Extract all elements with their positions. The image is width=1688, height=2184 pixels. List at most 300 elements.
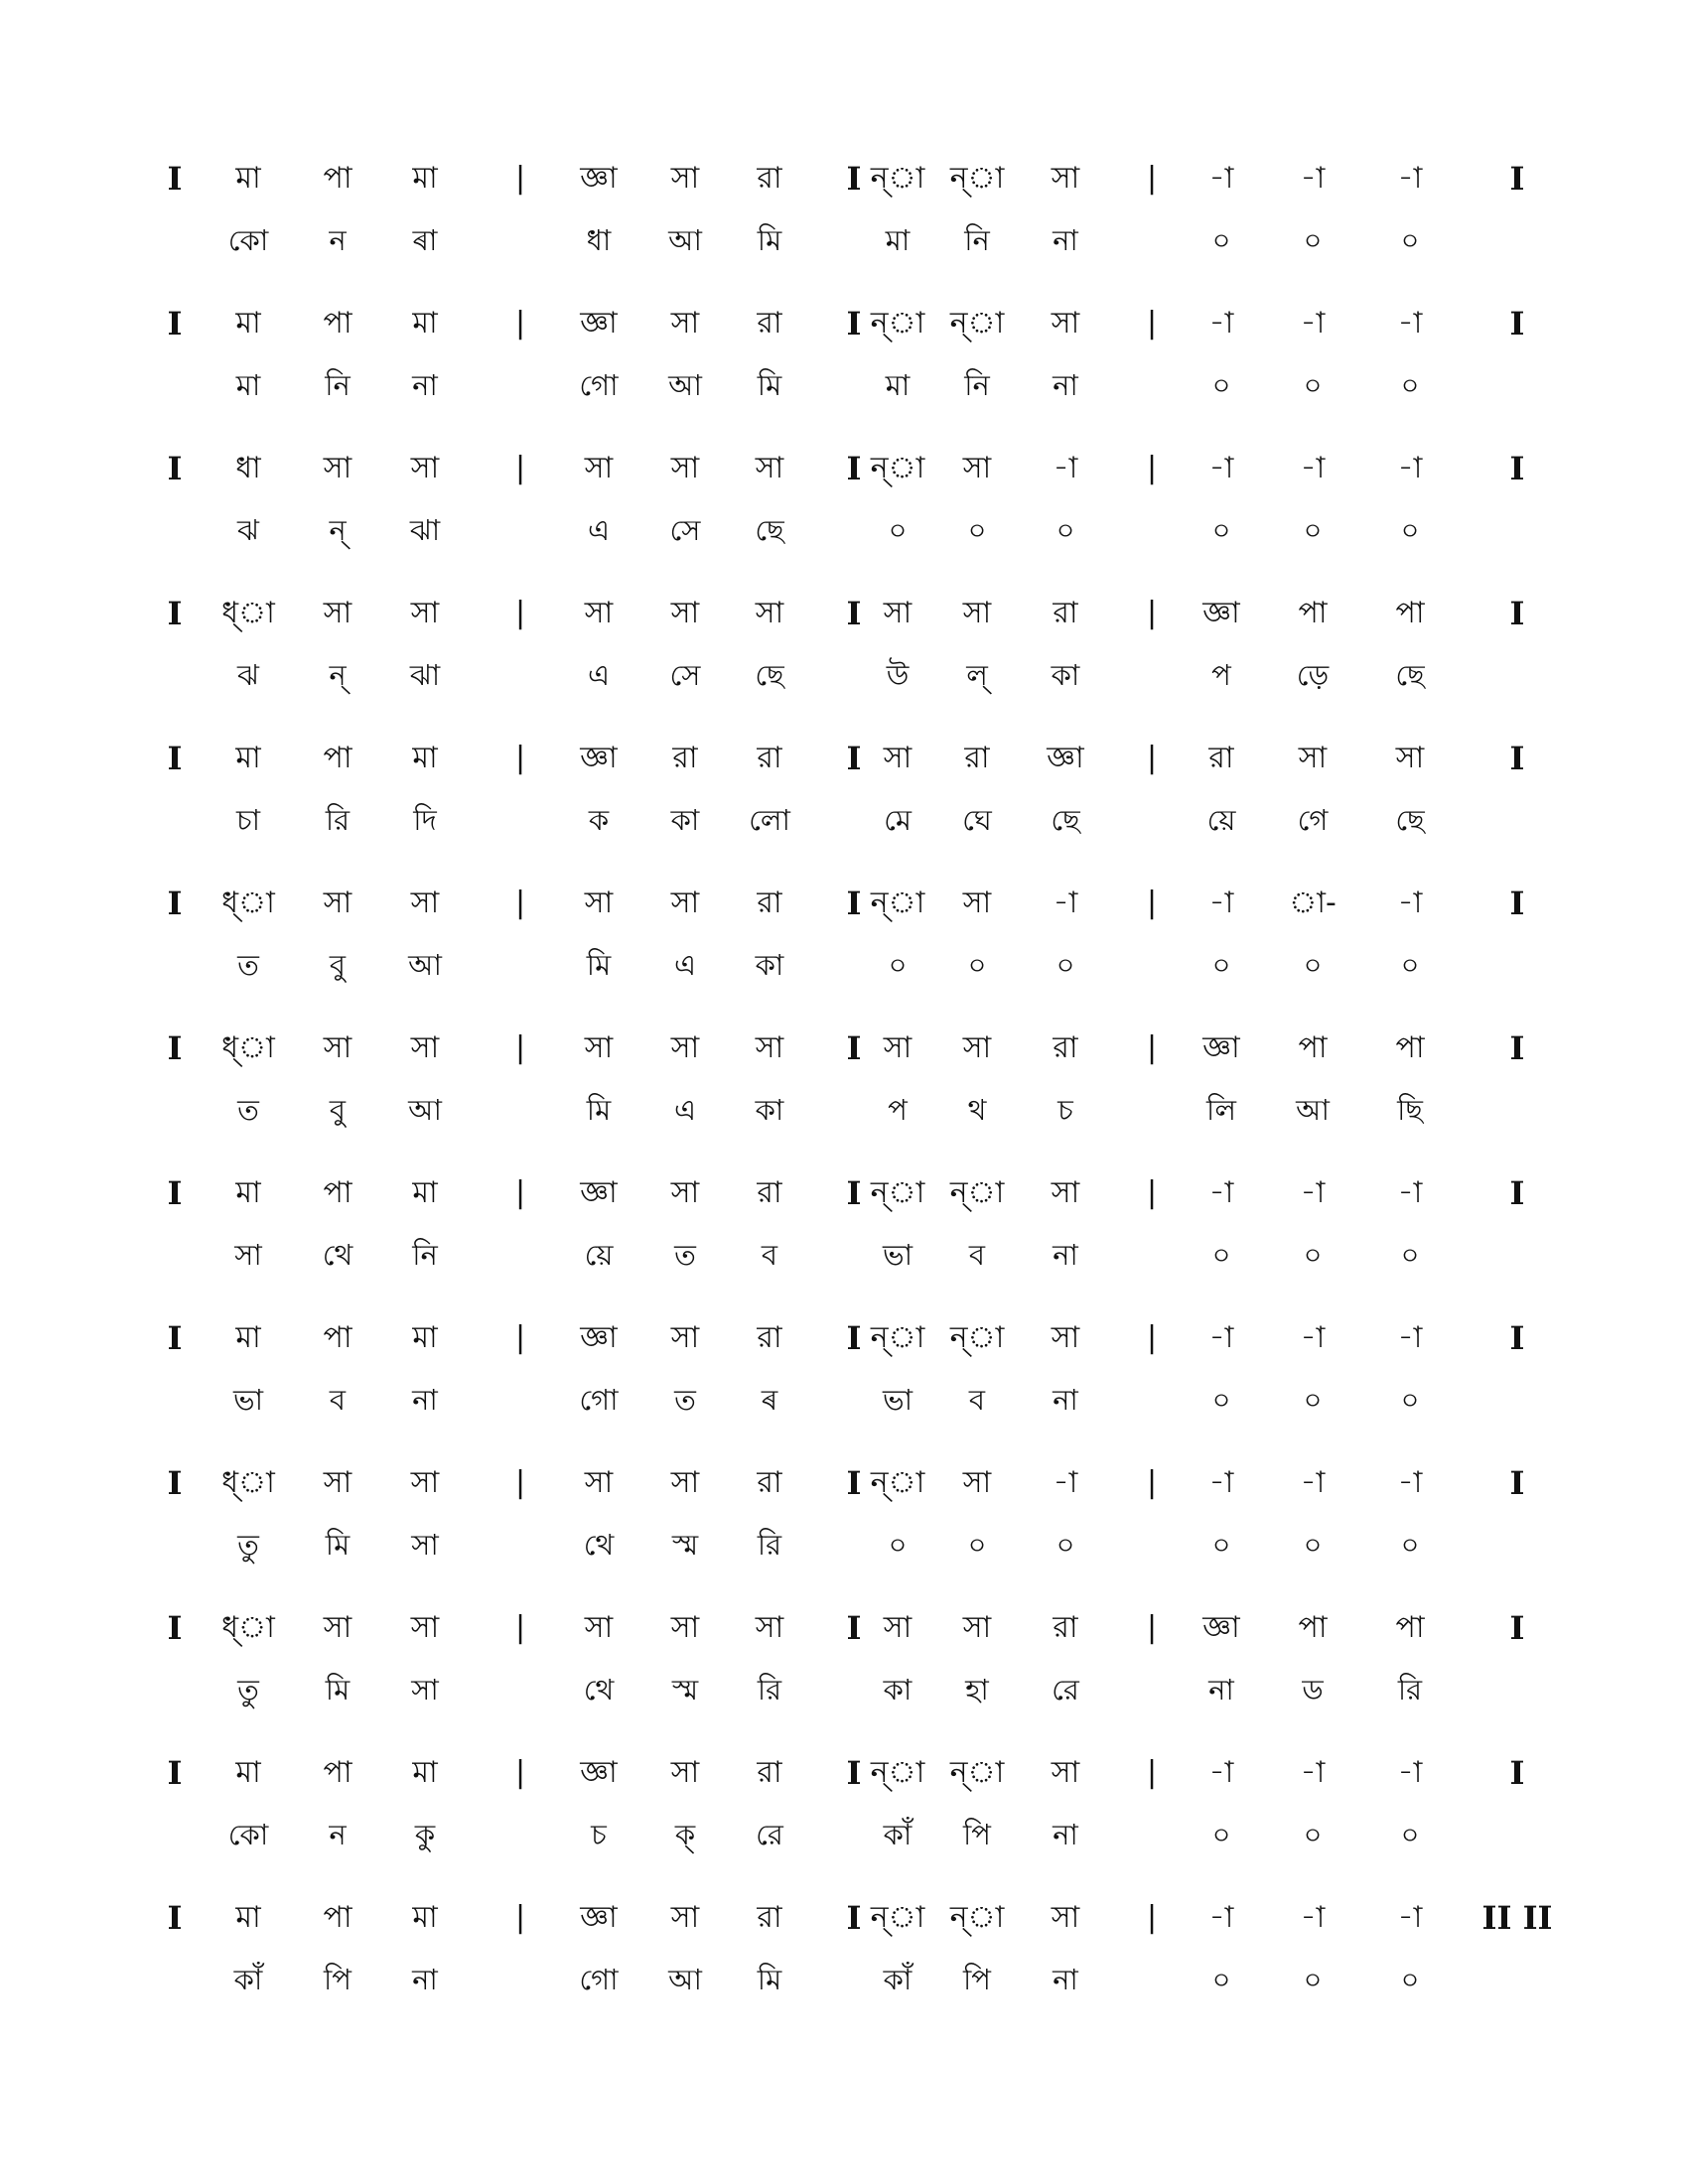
swara-note: সা	[1051, 1175, 1080, 1210]
lyric-syllable: ০	[1400, 513, 1420, 547]
lyric-syllable: কাঁ	[883, 1818, 913, 1851]
swara-note: -া	[1300, 1320, 1326, 1355]
lyric-syllable: ০	[1400, 1383, 1420, 1417]
lyric-syllable: রি	[757, 1528, 782, 1562]
lyric-syllable: ০	[1055, 1528, 1075, 1562]
lyric-syllable: লো	[749, 803, 790, 837]
swara-note: ন্‌া	[949, 1175, 1005, 1210]
lyric-syllable: ছে	[1395, 658, 1425, 692]
swara-note: -া	[1397, 1755, 1423, 1790]
swara-note: জ্ঞা	[580, 741, 618, 775]
beat-divider: |	[514, 306, 526, 341]
lyric-syllable: ০	[1211, 948, 1231, 982]
notation-block	[0, 294, 1688, 423]
swara-note: পা	[323, 161, 352, 196]
swara-note: সা	[584, 1465, 614, 1500]
lyric-row	[0, 1370, 1688, 1430]
swara-note: সা	[1051, 306, 1080, 341]
swara-note: সা	[323, 1030, 352, 1065]
bar-line: I	[846, 160, 862, 198]
swara-note: ন্‌া	[949, 1320, 1005, 1355]
swara-note: সা	[410, 886, 440, 920]
lyric-syllable: ক্	[674, 1818, 696, 1851]
swara-row	[0, 294, 1688, 353]
swara-note: সা	[323, 1465, 352, 1500]
bar-line: I	[167, 1464, 183, 1502]
swara-note: -া	[1397, 451, 1423, 485]
lyric-syllable: আ	[408, 1093, 442, 1127]
lyric-syllable: ০	[967, 1528, 987, 1562]
lyric-syllable: রি	[325, 803, 351, 837]
lyric-syllable: ত	[237, 948, 259, 982]
bar-line: I	[167, 1029, 183, 1067]
swara-note: -া	[1300, 1755, 1326, 1790]
lyric-syllable: ০	[1400, 948, 1420, 982]
lyric-syllable: মি	[757, 368, 782, 402]
lyric-syllable: ০	[1211, 1238, 1231, 1272]
beat-divider: |	[514, 886, 526, 920]
lyric-syllable: ০	[888, 1528, 908, 1562]
lyric-syllable: ড	[1302, 1673, 1324, 1706]
lyric-syllable: স্ম	[671, 1673, 699, 1706]
lyric-syllable: মি	[586, 948, 612, 982]
swara-note: -া	[1208, 1755, 1234, 1790]
lyric-syllable: ধা	[586, 223, 612, 257]
lyric-syllable: মি	[325, 1528, 351, 1562]
swara-note: রা	[757, 886, 782, 920]
lyric-row	[0, 790, 1688, 850]
beat-divider: |	[1146, 1465, 1158, 1500]
lyric-syllable: ল্	[966, 658, 988, 692]
swara-note: সা	[670, 1320, 700, 1355]
beat-divider: |	[514, 161, 526, 196]
lyric-syllable: ০	[1400, 1528, 1420, 1562]
swara-note: পা	[1298, 1610, 1328, 1645]
lyric-syllable: এ	[673, 948, 697, 982]
swara-note: সা	[962, 451, 992, 485]
swara-note: জ্ঞা	[1202, 1610, 1240, 1645]
swara-note: পা	[1298, 1030, 1328, 1065]
swara-note: সা	[670, 1900, 700, 1935]
lyric-syllable: আ	[1296, 1093, 1330, 1127]
swara-note: -া	[1053, 1465, 1078, 1500]
lyric-row	[0, 355, 1688, 415]
bar-line: I	[846, 1174, 862, 1212]
swara-note: -া	[1397, 886, 1423, 920]
lyric-syllable: তু	[237, 1673, 259, 1706]
lyric-syllable: য়ে	[1206, 803, 1236, 837]
swara-note: সা	[883, 741, 913, 775]
lyric-syllable: চা	[235, 803, 261, 837]
lyric-syllable: ০	[1303, 1238, 1323, 1272]
beat-divider: |	[1146, 1030, 1158, 1065]
bar-line: I	[1509, 595, 1525, 632]
swara-note: জ্ঞা	[580, 1755, 618, 1790]
swara-row	[0, 149, 1688, 208]
lyric-syllable: কু	[414, 1818, 436, 1851]
swara-row	[0, 1163, 1688, 1223]
swara-note: সা	[755, 1030, 784, 1065]
notation-block	[0, 1598, 1688, 1727]
swara-note: সা	[962, 1610, 992, 1645]
swara-row	[0, 1743, 1688, 1803]
lyric-syllable: ০	[1303, 1528, 1323, 1562]
lyric-syllable: বু	[329, 1093, 347, 1127]
lyric-syllable: ভা	[882, 1383, 914, 1417]
swara-note: পা	[1395, 596, 1425, 630]
swara-note: -া	[1300, 451, 1326, 485]
swara-note: জ্ঞা	[1047, 741, 1084, 775]
bar-line: I	[846, 885, 862, 922]
lyric-row	[0, 1660, 1688, 1719]
beat-divider: |	[1146, 1755, 1158, 1790]
bar-line: I	[846, 740, 862, 777]
swara-note: -া	[1208, 1465, 1234, 1500]
swara-note: -া	[1053, 451, 1078, 485]
swara-note: -া	[1397, 1320, 1423, 1355]
lyric-syllable: ভা	[232, 1383, 264, 1417]
beat-divider: |	[514, 1465, 526, 1500]
swara-row	[0, 1888, 1688, 1948]
lyric-syllable: না	[1053, 368, 1078, 402]
swara-note: -া	[1300, 1175, 1326, 1210]
swara-note: সা	[584, 1030, 614, 1065]
lyric-syllable: না	[412, 1963, 438, 1996]
lyric-syllable: ০	[967, 948, 987, 982]
lyric-syllable: কা	[670, 803, 700, 837]
swara-note: জ্ঞা	[1202, 1030, 1240, 1065]
lyric-syllable: ৰ	[761, 1383, 778, 1417]
lyric-syllable: রি	[1397, 1673, 1423, 1706]
bar-line: I	[846, 1609, 862, 1647]
swara-note: -া	[1208, 306, 1234, 341]
lyric-syllable: ন্	[329, 658, 347, 692]
lyric-syllable: ০	[1211, 1963, 1231, 1996]
lyric-row	[0, 210, 1688, 270]
lyric-syllable: না	[412, 368, 438, 402]
lyric-syllable: কা	[883, 1673, 913, 1706]
swara-note: ধ্‌া	[221, 886, 275, 920]
swara-note: সা	[410, 596, 440, 630]
lyric-syllable: ঘে	[962, 803, 992, 837]
bar-line: I	[1509, 1754, 1525, 1792]
lyric-syllable: পি	[963, 1963, 991, 1996]
bar-line: I	[167, 1899, 183, 1937]
bar-line: I	[167, 1319, 183, 1357]
lyric-syllable: ০	[1211, 1383, 1231, 1417]
swara-note: সা	[883, 1610, 913, 1645]
lyric-syllable: চ	[591, 1818, 607, 1851]
bar-line: I	[1509, 1029, 1525, 1067]
swara-note: সা	[670, 1610, 700, 1645]
lyric-syllable: ০	[1400, 1963, 1420, 1996]
lyric-syllable: ০	[1055, 513, 1075, 547]
bar-line: I	[167, 450, 183, 487]
lyric-syllable: কা	[755, 1093, 784, 1127]
swara-note: রা	[757, 741, 782, 775]
lyric-syllable: আ	[668, 1963, 702, 1996]
lyric-syllable: ছে	[755, 658, 784, 692]
bar-line: I	[167, 1754, 183, 1792]
lyric-syllable: ছি	[1397, 1093, 1423, 1127]
lyric-syllable: সা	[411, 1673, 439, 1706]
swara-note: ধা	[235, 451, 261, 485]
lyric-syllable: ছে	[755, 513, 784, 547]
notation-block	[0, 1308, 1688, 1437]
swara-note: জ্ঞা	[1202, 596, 1240, 630]
swara-note: ন্‌া	[870, 1320, 925, 1355]
bar-line: I	[167, 1609, 183, 1647]
swara-note: সা	[883, 1030, 913, 1065]
lyric-syllable: ত	[674, 1383, 696, 1417]
lyric-syllable: ব	[761, 1238, 778, 1272]
bar-line: I	[167, 1174, 183, 1212]
swara-note: সা	[755, 596, 784, 630]
swara-row	[0, 1308, 1688, 1368]
lyric-syllable: সে	[669, 513, 701, 547]
bar-line: I	[846, 1029, 862, 1067]
swara-note: -া	[1208, 451, 1234, 485]
swara-note: রা	[1053, 1610, 1078, 1645]
swara-note: মা	[412, 161, 438, 196]
swara-note: রা	[964, 741, 990, 775]
swara-note: রা	[1208, 741, 1234, 775]
lyric-syllable: ঝ	[237, 658, 259, 692]
swara-note: রা	[757, 1755, 782, 1790]
notation-block	[0, 1019, 1688, 1148]
swara-note: সা	[410, 1465, 440, 1500]
swara-note: ন্‌া	[949, 1755, 1005, 1790]
swara-note: -া	[1397, 306, 1423, 341]
swara-note: মা	[412, 1320, 438, 1355]
lyric-syllable: ০	[1400, 1238, 1420, 1272]
lyric-syllable: ব	[329, 1383, 347, 1417]
lyric-syllable: ০	[888, 948, 908, 982]
bar-line: I	[846, 305, 862, 342]
lyric-syllable: স্ম	[671, 1528, 699, 1562]
swara-note: রা	[757, 1465, 782, 1500]
swara-note: ন্‌া	[870, 306, 925, 341]
lyric-syllable: পি	[324, 1963, 352, 1996]
beat-divider: |	[514, 1175, 526, 1210]
swara-note: মা	[412, 741, 438, 775]
lyric-syllable: ০	[1211, 1528, 1231, 1562]
lyric-syllable: মে	[884, 803, 912, 837]
swara-note: সা	[1298, 741, 1328, 775]
beat-divider: |	[514, 1900, 526, 1935]
swara-note: পা	[323, 1755, 352, 1790]
swara-note: ন্‌া	[870, 161, 925, 196]
lyric-syllable: থ	[967, 1093, 987, 1127]
swara-note: ধ্‌া	[221, 1465, 275, 1500]
swara-note: পা	[323, 306, 352, 341]
swara-note: সা	[883, 596, 913, 630]
bar-line: I	[846, 1899, 862, 1937]
lyric-syllable: ব	[968, 1383, 986, 1417]
lyric-syllable: না	[1053, 1383, 1078, 1417]
lyric-syllable: ব	[968, 1238, 986, 1272]
lyric-syllable: থে	[583, 1528, 615, 1562]
beat-divider: |	[514, 451, 526, 485]
bar-line: I	[846, 1319, 862, 1357]
lyric-syllable: এ	[587, 658, 611, 692]
lyric-syllable: ০	[1303, 1383, 1323, 1417]
lyric-syllable: ত	[674, 1238, 696, 1272]
bar-line: I	[1509, 740, 1525, 777]
lyric-syllable: ন	[329, 223, 347, 257]
swara-note: মা	[412, 1175, 438, 1210]
notation-block	[0, 1453, 1688, 1582]
lyric-syllable: আ	[408, 948, 442, 982]
lyric-row	[0, 1080, 1688, 1140]
swara-note: সা	[962, 886, 992, 920]
lyric-syllable: ০	[1211, 513, 1231, 547]
beat-divider: |	[514, 596, 526, 630]
swara-note: রা	[672, 741, 698, 775]
swara-note: -া	[1208, 886, 1234, 920]
swara-note: সা	[755, 1610, 784, 1645]
lyric-syllable: না	[1053, 1963, 1078, 1996]
swara-note: সা	[962, 1030, 992, 1065]
swara-note: ন্‌া	[949, 1900, 1005, 1935]
beat-divider: |	[1146, 1320, 1158, 1355]
lyric-syllable: রে	[756, 1818, 783, 1851]
swara-row	[0, 439, 1688, 498]
lyric-syllable: ০	[1303, 223, 1323, 257]
lyric-row	[0, 1225, 1688, 1285]
bar-line: I	[167, 885, 183, 922]
bar-line: I	[1509, 1609, 1525, 1647]
bar-line: I	[1509, 450, 1525, 487]
swara-note: পা	[1298, 596, 1328, 630]
lyric-syllable: মি	[325, 1673, 351, 1706]
lyric-syllable: মা	[885, 368, 911, 402]
lyric-syllable: গো	[579, 1383, 619, 1417]
swara-note: সা	[670, 1030, 700, 1065]
lyric-syllable: ০	[1211, 1818, 1231, 1851]
notation-block	[0, 584, 1688, 713]
lyric-syllable: ০	[1211, 223, 1231, 257]
swara-note: সা	[323, 886, 352, 920]
lyric-syllable: নি	[964, 368, 990, 402]
swara-note: মা	[235, 1755, 261, 1790]
beat-divider: |	[514, 741, 526, 775]
lyric-syllable: সা	[234, 1238, 262, 1272]
lyric-syllable: ০	[1400, 223, 1420, 257]
swara-note: সা	[584, 596, 614, 630]
beat-divider: |	[1146, 1175, 1158, 1210]
beat-divider: |	[514, 1320, 526, 1355]
swara-note: ধ্‌া	[221, 1610, 275, 1645]
swara-row	[0, 1598, 1688, 1658]
lyric-syllable: ০	[967, 513, 987, 547]
swara-note: সা	[670, 1465, 700, 1500]
swara-note: সা	[323, 596, 352, 630]
lyric-syllable: কাঁ	[233, 1963, 263, 1996]
swara-note: সা	[1051, 1320, 1080, 1355]
beat-divider: |	[514, 1755, 526, 1790]
lyric-syllable: ন্	[329, 513, 347, 547]
swara-note: মা	[235, 161, 261, 196]
swara-note: সা	[1051, 1900, 1080, 1935]
lyric-syllable: ছে	[1395, 803, 1425, 837]
swara-note: মা	[412, 1755, 438, 1790]
lyric-syllable: ০	[1303, 1818, 1323, 1851]
swara-note: সা	[410, 1030, 440, 1065]
beat-divider: |	[1146, 1610, 1158, 1645]
lyric-syllable: পি	[963, 1818, 991, 1851]
swara-note: রা	[757, 306, 782, 341]
lyric-syllable: হা	[965, 1673, 989, 1706]
beat-divider: |	[514, 1610, 526, 1645]
notation-block	[0, 729, 1688, 858]
lyric-syllable: ক	[588, 803, 610, 837]
notation-block	[0, 1163, 1688, 1293]
lyric-syllable: ০	[1303, 513, 1323, 547]
swara-note: জ্ঞা	[580, 1900, 618, 1935]
swara-note: পা	[323, 1320, 352, 1355]
lyric-row	[0, 1805, 1688, 1864]
lyric-syllable: চ	[1057, 1093, 1073, 1127]
swara-row	[0, 1019, 1688, 1078]
beat-divider: |	[1146, 306, 1158, 341]
lyric-syllable: সা	[411, 1528, 439, 1562]
swara-note: সা	[670, 596, 700, 630]
swara-note: ন্‌া	[870, 886, 925, 920]
lyric-syllable: মি	[586, 1093, 612, 1127]
lyric-syllable: কাঁ	[883, 1963, 913, 1996]
bar-line: I	[846, 1754, 862, 1792]
lyric-syllable: ০	[1055, 948, 1075, 982]
swara-note: -া	[1397, 1900, 1423, 1935]
lyric-row	[0, 1515, 1688, 1574]
swara-note: রা	[757, 1320, 782, 1355]
beat-divider: |	[1146, 741, 1158, 775]
swara-note: -া	[1300, 306, 1326, 341]
lyric-syllable: এ	[587, 513, 611, 547]
swara-note: সা	[584, 886, 614, 920]
swara-note: সা	[962, 596, 992, 630]
lyric-syllable: আ	[668, 223, 702, 257]
lyric-syllable: য়ে	[584, 1238, 614, 1272]
lyric-syllable: থে	[322, 1238, 353, 1272]
swara-note: মা	[235, 1320, 261, 1355]
swara-note: -া	[1397, 1465, 1423, 1500]
lyric-syllable: সে	[669, 658, 701, 692]
lyric-syllable: ভা	[882, 1238, 914, 1272]
lyric-syllable: ০	[888, 513, 908, 547]
lyric-syllable: না	[1053, 1238, 1078, 1272]
swara-note: মা	[235, 741, 261, 775]
notation-block	[0, 439, 1688, 568]
bar-line: I	[167, 160, 183, 198]
lyric-syllable: ৰা	[412, 223, 438, 257]
notation-block	[0, 149, 1688, 278]
swara-note: ধ্‌া	[221, 596, 275, 630]
swara-note: সা	[670, 306, 700, 341]
swara-note: -া	[1300, 161, 1326, 196]
swara-note: সা	[670, 1755, 700, 1790]
swara-note: জ্ঞা	[580, 161, 618, 196]
beat-divider: |	[1146, 161, 1158, 196]
lyric-syllable: আ	[668, 368, 702, 402]
lyric-syllable: ছে	[1051, 803, 1080, 837]
lyric-syllable: নি	[412, 1238, 438, 1272]
lyric-syllable: ঝা	[409, 658, 441, 692]
lyric-syllable: কো	[227, 1818, 269, 1851]
swara-note: রা	[757, 1900, 782, 1935]
swara-note: সা	[670, 161, 700, 196]
